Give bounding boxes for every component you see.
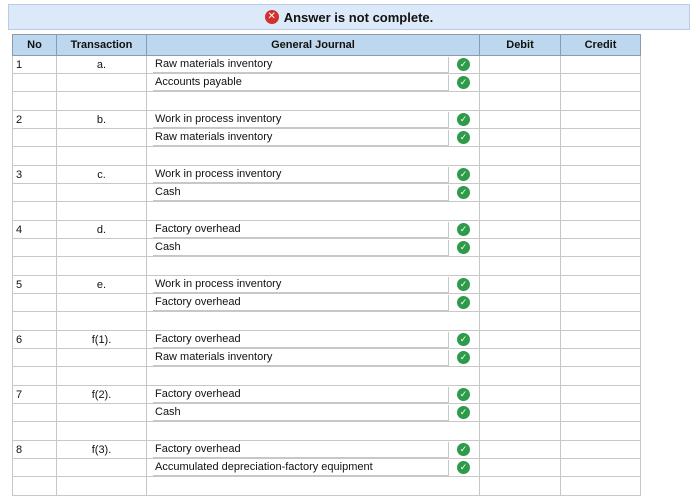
table-row xyxy=(13,184,641,202)
check-circle-icon: ✓ xyxy=(457,241,470,254)
debit-input[interactable] xyxy=(480,166,561,184)
transaction-label xyxy=(57,367,147,386)
debit-input[interactable] xyxy=(480,294,561,312)
transaction-label: c. xyxy=(57,166,147,184)
credit-input[interactable] xyxy=(561,239,641,257)
entry-number xyxy=(13,202,57,221)
check-circle-icon: ✓ xyxy=(457,333,470,346)
account-select[interactable]: Raw materials inventory xyxy=(153,57,449,73)
entry-number: 3 xyxy=(13,166,57,184)
account-select[interactable]: Work in process inventory xyxy=(153,277,449,293)
debit-input[interactable] xyxy=(480,276,561,294)
transaction-label: f(2). xyxy=(57,386,147,404)
credit-input[interactable] xyxy=(561,92,641,111)
entry-number xyxy=(13,184,57,202)
account-cell xyxy=(147,56,480,74)
transaction-label xyxy=(57,184,147,202)
credit-input[interactable] xyxy=(561,257,641,276)
check-circle-icon: ✓ xyxy=(457,278,470,291)
credit-input[interactable] xyxy=(561,221,641,239)
account-select[interactable]: Cash xyxy=(153,185,449,201)
account-cell xyxy=(147,147,480,166)
check-circle-icon: ✓ xyxy=(457,186,470,199)
credit-input[interactable] xyxy=(561,129,641,147)
entry-number xyxy=(13,74,57,92)
table-row xyxy=(13,111,641,129)
account-select[interactable]: Accumulated depreciation-factory equipment xyxy=(153,460,449,476)
table-row xyxy=(13,276,641,294)
debit-input[interactable] xyxy=(480,221,561,239)
account-select[interactable]: Work in process inventory xyxy=(153,167,449,183)
debit-input[interactable] xyxy=(480,74,561,92)
table-row xyxy=(13,166,641,184)
general-journal-table xyxy=(12,34,641,496)
account-select[interactable]: Cash xyxy=(153,405,449,421)
account-select[interactable]: Factory overhead xyxy=(153,222,449,238)
account-select[interactable]: Raw materials inventory xyxy=(153,130,449,146)
entry-number xyxy=(13,294,57,312)
account-cell xyxy=(147,294,480,312)
header-debit: Debit xyxy=(480,35,561,56)
header-general-journal: General Journal xyxy=(147,35,480,56)
debit-input[interactable] xyxy=(480,422,561,441)
table-row xyxy=(13,331,641,349)
debit-input[interactable] xyxy=(480,92,561,111)
check-circle-icon: ✓ xyxy=(457,58,470,71)
entry-number xyxy=(13,147,57,166)
credit-input[interactable] xyxy=(561,276,641,294)
account-select[interactable]: Accounts payable xyxy=(153,75,449,91)
entry-number xyxy=(13,312,57,331)
transaction-label: a. xyxy=(57,56,147,74)
entry-number xyxy=(13,129,57,147)
entry-number xyxy=(13,404,57,422)
entry-number: 4 xyxy=(13,221,57,239)
transaction-label xyxy=(57,312,147,331)
debit-input[interactable] xyxy=(480,367,561,386)
transaction-label xyxy=(57,147,147,166)
debit-input[interactable] xyxy=(480,129,561,147)
account-cell xyxy=(147,129,480,147)
blank-row xyxy=(13,202,641,221)
account-cell xyxy=(147,166,480,184)
account-select[interactable]: Factory overhead xyxy=(153,442,449,458)
transaction-label xyxy=(57,239,147,257)
answer-status-banner xyxy=(8,4,690,30)
table-row xyxy=(13,129,641,147)
transaction-label xyxy=(57,349,147,367)
credit-input[interactable] xyxy=(561,477,641,496)
check-circle-icon: ✓ xyxy=(457,406,470,419)
account-cell xyxy=(147,441,480,459)
transaction-label xyxy=(57,129,147,147)
check-circle-icon: ✓ xyxy=(457,131,470,144)
check-circle-icon: ✓ xyxy=(457,76,470,89)
account-cell xyxy=(147,74,480,92)
entry-number: 8 xyxy=(13,441,57,459)
check-circle-icon: ✓ xyxy=(457,388,470,401)
account-cell xyxy=(147,239,480,257)
transaction-label: e. xyxy=(57,276,147,294)
debit-input[interactable] xyxy=(480,404,561,422)
credit-input[interactable] xyxy=(561,111,641,129)
header-transaction: Transaction xyxy=(57,35,147,56)
credit-input[interactable] xyxy=(561,331,641,349)
entry-number xyxy=(13,349,57,367)
transaction-label xyxy=(57,202,147,221)
table-row xyxy=(13,349,641,367)
check-circle-icon: ✓ xyxy=(457,296,470,309)
debit-input[interactable] xyxy=(480,331,561,349)
credit-input[interactable] xyxy=(561,202,641,221)
account-cell xyxy=(147,422,480,441)
transaction-label xyxy=(57,422,147,441)
table-row xyxy=(13,221,641,239)
credit-input[interactable] xyxy=(561,367,641,386)
header-credit: Credit xyxy=(561,35,641,56)
entry-number: 6 xyxy=(13,331,57,349)
check-circle-icon: ✓ xyxy=(457,461,470,474)
credit-input[interactable] xyxy=(561,349,641,367)
entry-number xyxy=(13,367,57,386)
journal-body xyxy=(13,56,641,496)
account-cell xyxy=(147,349,480,367)
credit-input[interactable] xyxy=(561,386,641,404)
debit-input[interactable] xyxy=(480,312,561,331)
blank-row xyxy=(13,312,641,331)
debit-input[interactable] xyxy=(480,257,561,276)
transaction-label: f(1). xyxy=(57,331,147,349)
check-circle-icon: ✓ xyxy=(457,351,470,364)
debit-input[interactable] xyxy=(480,349,561,367)
account-cell xyxy=(147,276,480,294)
credit-input[interactable] xyxy=(561,422,641,441)
table-row xyxy=(13,386,641,404)
transaction-label xyxy=(57,257,147,276)
transaction-label xyxy=(57,459,147,477)
account-select[interactable]: Factory overhead xyxy=(153,387,449,403)
check-circle-icon: ✓ xyxy=(457,223,470,236)
blank-row xyxy=(13,92,641,111)
account-select[interactable]: Factory overhead xyxy=(153,295,449,311)
header-no: No xyxy=(13,35,57,56)
account-select[interactable]: Work in process inventory xyxy=(153,112,449,128)
entry-number xyxy=(13,92,57,111)
transaction-label xyxy=(57,477,147,496)
entry-number xyxy=(13,422,57,441)
debit-input[interactable] xyxy=(480,459,561,477)
credit-input[interactable] xyxy=(561,441,641,459)
entry-number xyxy=(13,257,57,276)
entry-number xyxy=(13,239,57,257)
blank-row xyxy=(13,367,641,386)
blank-row xyxy=(13,257,641,276)
credit-input[interactable] xyxy=(561,459,641,477)
account-cell xyxy=(147,221,480,239)
answer-status-text: Answer is not complete. xyxy=(283,9,434,25)
check-circle-icon: ✓ xyxy=(457,113,470,126)
debit-input[interactable] xyxy=(480,441,561,459)
account-cell xyxy=(147,257,480,276)
credit-input[interactable] xyxy=(561,56,641,74)
account-cell xyxy=(147,312,480,331)
account-cell xyxy=(147,367,480,386)
x-circle-icon: ✕ xyxy=(265,10,279,24)
debit-input[interactable] xyxy=(480,202,561,221)
account-select[interactable]: Cash xyxy=(153,240,449,256)
account-cell xyxy=(147,184,480,202)
account-cell xyxy=(147,331,480,349)
transaction-label: b. xyxy=(57,111,147,129)
debit-input[interactable] xyxy=(480,111,561,129)
table-row xyxy=(13,74,641,92)
credit-input[interactable] xyxy=(561,147,641,166)
blank-row xyxy=(13,477,641,496)
entry-number xyxy=(13,477,57,496)
account-cell xyxy=(147,477,480,496)
account-cell xyxy=(147,92,480,111)
account-cell xyxy=(147,386,480,404)
credit-input[interactable] xyxy=(561,166,641,184)
debit-input[interactable] xyxy=(480,239,561,257)
table-row xyxy=(13,56,641,74)
transaction-label xyxy=(57,92,147,111)
transaction-label xyxy=(57,404,147,422)
entry-number: 7 xyxy=(13,386,57,404)
entry-number: 2 xyxy=(13,111,57,129)
table-row xyxy=(13,294,641,312)
debit-input[interactable] xyxy=(480,386,561,404)
account-select[interactable]: Factory overhead xyxy=(153,332,449,348)
credit-input[interactable] xyxy=(561,294,641,312)
check-circle-icon: ✓ xyxy=(457,168,470,181)
table-row xyxy=(13,441,641,459)
account-cell xyxy=(147,459,480,477)
debit-input[interactable] xyxy=(480,147,561,166)
blank-row xyxy=(13,422,641,441)
transaction-label: d. xyxy=(57,221,147,239)
transaction-label xyxy=(57,74,147,92)
table-row xyxy=(13,239,641,257)
debit-input[interactable] xyxy=(480,477,561,496)
table-header-row xyxy=(13,35,641,56)
table-row xyxy=(13,404,641,422)
debit-input[interactable] xyxy=(480,56,561,74)
account-cell xyxy=(147,404,480,422)
entry-number xyxy=(13,459,57,477)
credit-input[interactable] xyxy=(561,74,641,92)
check-circle-icon: ✓ xyxy=(457,443,470,456)
credit-input[interactable] xyxy=(561,312,641,331)
entry-number: 5 xyxy=(13,276,57,294)
transaction-label xyxy=(57,294,147,312)
account-cell xyxy=(147,202,480,221)
account-select[interactable]: Raw materials inventory xyxy=(153,350,449,366)
entry-number: 1 xyxy=(13,56,57,74)
table-row xyxy=(13,459,641,477)
credit-input[interactable] xyxy=(561,184,641,202)
transaction-label: f(3). xyxy=(57,441,147,459)
blank-row xyxy=(13,147,641,166)
account-cell xyxy=(147,111,480,129)
credit-input[interactable] xyxy=(561,404,641,422)
debit-input[interactable] xyxy=(480,184,561,202)
